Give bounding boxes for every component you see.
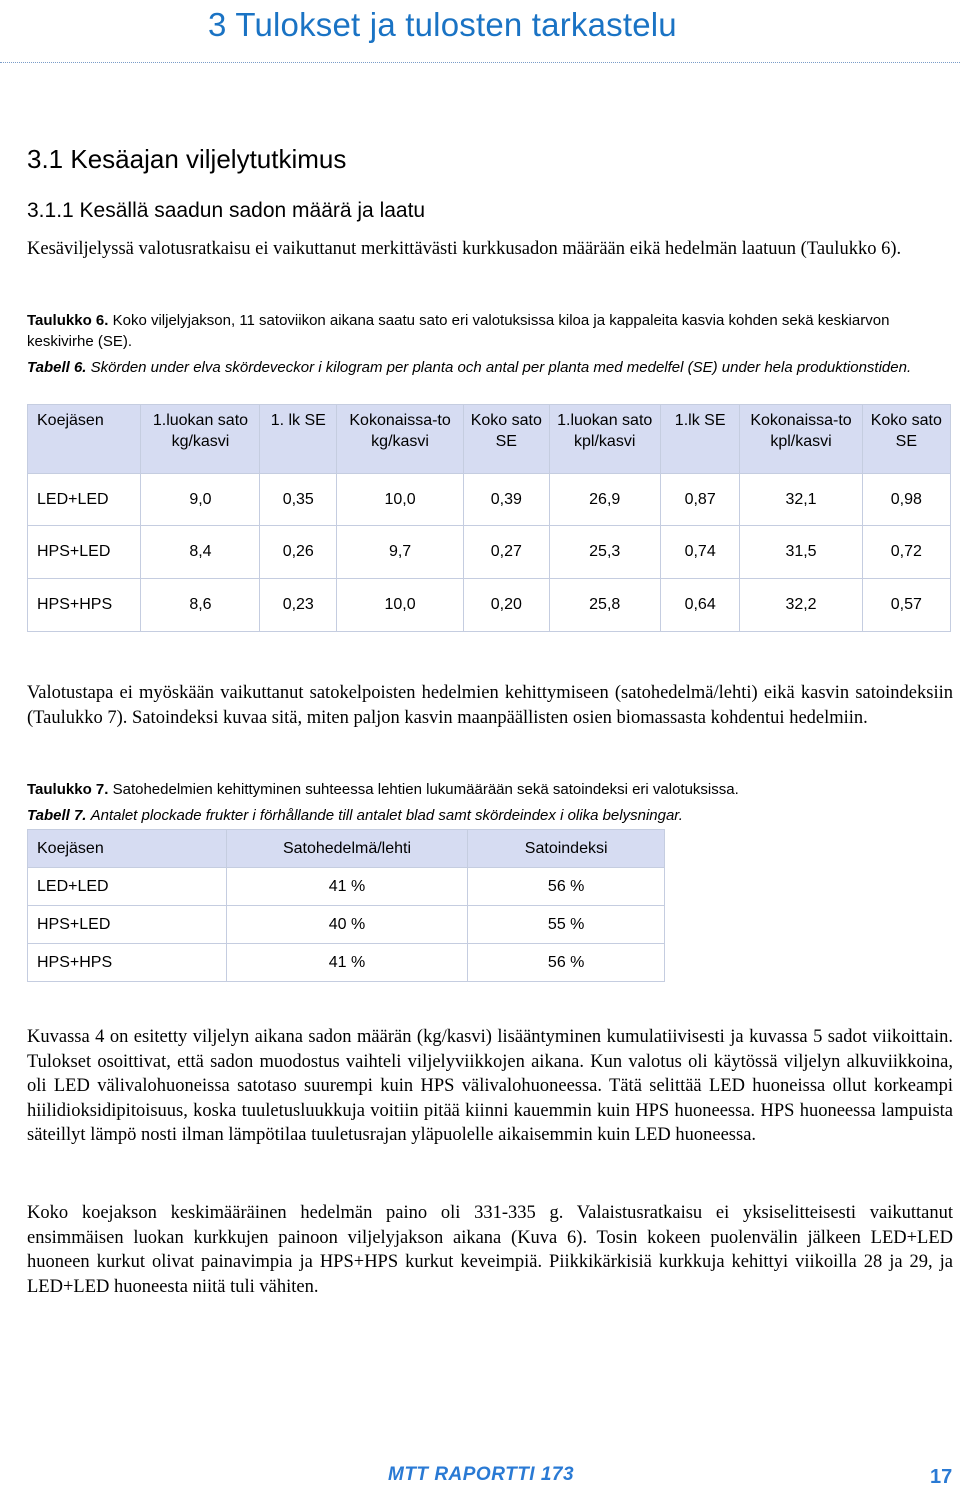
table-cell: 8,6 xyxy=(141,579,260,632)
table-cell: HPS+LED xyxy=(28,526,141,579)
intro-paragraph: Kesäviljelyssä valotusratkaisu ei vaikuttanut merkittävästi kurkkusadon määrään eikä hedelmän laatuun (Taulukko 6). xyxy=(27,239,902,259)
table-cell: 10,0 xyxy=(337,474,464,526)
table7-caption-fi-label: Taulukko 7. xyxy=(27,781,109,798)
table-cell: HPS+LED xyxy=(28,906,227,944)
table7-header-cell: Satohedelmä/lehti xyxy=(226,830,468,868)
table7-header-row xyxy=(28,830,665,868)
table7-caption-sv-label: Tabell 7. xyxy=(27,807,87,824)
table6-header-cell: 1. lk SE xyxy=(260,405,337,474)
table-cell: 0,64 xyxy=(660,579,739,632)
table6-caption-sv-text: Skörden under elva skördeveckor i kilogram per planta och antal per planta med medelfel (SE) under hela produktionstiden. xyxy=(90,359,912,376)
table-cell: LED+LED xyxy=(28,868,227,906)
table-cell: 0,39 xyxy=(464,474,549,526)
table-cell: 32,1 xyxy=(740,474,862,526)
table7-caption-fi xyxy=(27,779,953,800)
table-row xyxy=(28,579,951,632)
table6-caption-fi-text: Koko viljelyjakson, 11 satoviikon aikana saatu sato eri valotuksissa kiloa ja kappaleita kasvia kohden sekä keskiarvon keskivirhe (SE). xyxy=(27,312,890,350)
table-cell: 0,27 xyxy=(464,526,549,579)
table7-caption-sv xyxy=(27,805,953,826)
body-paragraph: Valotustapa ei myöskään vaikuttanut satokelpoisten hedelmien kehittymiseen (satohedelmä/lehti) eikä kasvin satoindeksiin (Taulukko 7). Satoindeksi kuvaa sitä, miten paljon kasvin maanpäällisten osien biomassasta kohdentui hedelmiin. xyxy=(27,683,953,728)
table-cell: 10,0 xyxy=(337,579,464,632)
table-cell: 8,4 xyxy=(141,526,260,579)
table-cell: 25,8 xyxy=(549,579,660,632)
table-cell: HPS+HPS xyxy=(28,944,227,982)
header-divider xyxy=(0,62,960,64)
subsection-title: 3.1.1 Kesällä saadun sadon määrä ja laatu xyxy=(27,199,426,222)
table-cell: 26,9 xyxy=(549,474,660,526)
table7-caption-sv-text: Antalet plockade frukter i förhållande till antalet blad samt skördeindex i olika belysningar. xyxy=(90,807,683,824)
table-cell: 0,74 xyxy=(660,526,739,579)
table6-header-cell: Koko sato SE xyxy=(464,405,549,474)
table-cell: 0,20 xyxy=(464,579,549,632)
table-cell: 0,98 xyxy=(862,474,950,526)
table6-header-cell: Koejäsen xyxy=(28,405,141,474)
table-row xyxy=(28,526,951,579)
table7 xyxy=(27,829,665,982)
table-cell: LED+LED xyxy=(28,474,141,526)
table-cell: 0,57 xyxy=(862,579,950,632)
table6-caption-sv xyxy=(27,357,953,378)
table7-header-cell: Satoindeksi xyxy=(468,830,665,868)
chapter-title: 3 Tulokset ja tulosten tarkastelu xyxy=(208,6,677,43)
table-cell: 0,26 xyxy=(260,526,337,579)
body-paragraph: Kuvassa 4 on esitetty viljelyn aikana sadon määrän (kg/kasvi) lisääntyminen kumulatiivisesti ja kuvassa 5 sadot viikoittain. Tulokset osoittivat, että sadon muodostus vaihteli viljelyviikkojen aikana. Kun valotus oli käytössä viljelyn alkuviikkoina, oli LED välivalohuoneissa satotaso suurempi kuin HPS välivalohuoneessa. Tätä selittää LED huoneissa ollut korkeampi hiilidioksidipitoisuus, koska tuuletusluukkuja voitiin pitää kiinni kauemmin kuin HPS huoneessa. HPS huoneessa lampuista säteillyt lämpö nosti ilman lämpötilaa tuuletusrajan yläpuolelle aikaisemmin kuin LED huoneessa. xyxy=(27,1027,953,1145)
table-cell: 9,7 xyxy=(337,526,464,579)
table6-header-cell: 1.luokan sato kpl/kasvi xyxy=(549,405,660,474)
table-row xyxy=(28,944,665,982)
table-cell: 41 % xyxy=(226,868,468,906)
table6-header-cell: Koko sato SE xyxy=(862,405,950,474)
table-cell: 9,0 xyxy=(141,474,260,526)
table-cell: 0,87 xyxy=(660,474,739,526)
table-row xyxy=(28,906,665,944)
table-cell: 41 % xyxy=(226,944,468,982)
table6 xyxy=(27,404,951,632)
table6-header-cell: 1.luokan sato kg/kasvi xyxy=(141,405,260,474)
table-cell: 0,23 xyxy=(260,579,337,632)
table6-header-cell: 1.lk SE xyxy=(660,405,739,474)
table-cell: 0,72 xyxy=(862,526,950,579)
table-cell: 25,3 xyxy=(549,526,660,579)
table-cell: 56 % xyxy=(468,868,665,906)
table7-header-cell: Koejäsen xyxy=(28,830,227,868)
table-cell: 0,35 xyxy=(260,474,337,526)
table-cell: 31,5 xyxy=(740,526,862,579)
table6-caption-fi-label: Taulukko 6. xyxy=(27,312,109,329)
table-row xyxy=(28,868,665,906)
table6-header-cell: Kokonaissa-to kpl/kasvi xyxy=(740,405,862,474)
section-title: 3.1 Kesäajan viljelytutkimus xyxy=(27,144,347,174)
table7-caption-fi-text: Satohedelmien kehittyminen suhteessa lehtien lukumäärään sekä satoindeksi eri valotuksissa. xyxy=(112,781,739,798)
body-paragraph: Koko koejakson keskimääräinen hedelmän paino oli 331-335 g. Valaistusratkaisu ei yksiselitteisesti vaikuttanut ensimmäisen luokan kurkkujen painoon viljelyjakson aikana (Kuva 6). Tosin kokeen puolenvälin jälkeen LED+LED huoneen kurkut olivat painavimpia ja HPS+HPS kurkut keveimpiä. Piikkikärkisiä kurkkuja kehittyi viikoilla 28 ja 29, ja LED+LED huoneesta niitä tuli vähiten. xyxy=(27,1203,953,1297)
table-row xyxy=(28,474,951,526)
table6-header-row xyxy=(28,405,951,474)
table-cell: 40 % xyxy=(226,906,468,944)
footer-publication: MTT RAPORTTI 173 xyxy=(388,1464,575,1485)
table6-header-cell: Kokonaissa-to kg/kasvi xyxy=(337,405,464,474)
table-cell: 56 % xyxy=(468,944,665,982)
table-cell: HPS+HPS xyxy=(28,579,141,632)
table6-caption-fi xyxy=(27,310,953,352)
table-cell: 32,2 xyxy=(740,579,862,632)
page-number: 17 xyxy=(930,1466,953,1488)
table-cell: 55 % xyxy=(468,906,665,944)
table6-caption-sv-label: Tabell 6. xyxy=(27,359,87,376)
